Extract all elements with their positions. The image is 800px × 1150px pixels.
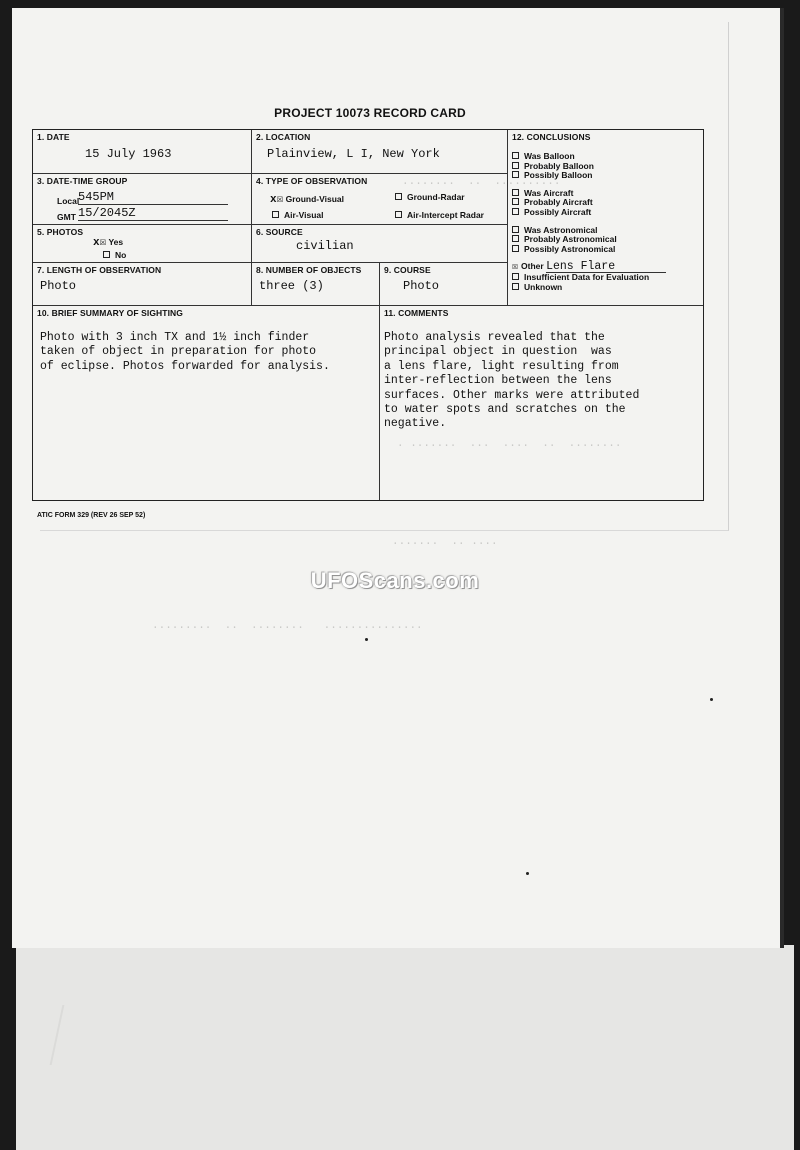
- conclusions-cell: [508, 130, 703, 306]
- record-card-sheet: ........ .. .......... . ....... ... .... .. ........ ....... .. .... ......... .. ........ ............... PROJECT 10073 RECORD CARD 1. DATE 15 July 1963 2. LOCATION Plainview, L I, New York 3. DATE-TIME GROUP Local 545PM GMT 15/2045Z 4. TYPE OF OBSERVATION x☒ Ground-Visual Ground-Radar Air-Visual Air-Intercept Radar 5. PHOTOS x☒ Yes No 6. SOURCE civilian 7. LENGTH OF OBSERVATION Photo 8. NUMBER OF OBJECTS three (3) 9. COURSE Photo 12. CONCLUSIONS Was Balloon Probably Balloon Possibly Balloon Was Aircraft Probably Aircraft Possibly Aircraft Was Astronomical Probably Astronomical Possibly Astronomical ☒ Other Lens Flare Insufficient Data for Evaluation Unknown 10. BRIEF SUMMARY OF SIGHTING Photo with 3 inch TX and 1½ inch finder taken of object in preparation for photo of eclipse. Photos forwarded for analysis. 11. COMMENTS Photo analysis revealed that the principal object in question was a lens flare, light resulting from inter-reflection between the lens surfaces. Other marks were attributed to water spots and scratches on the negative. ATIC FORM 329 (REV 26 SEP 52): [12, 8, 780, 948]
- other-check-mark: ☒: [512, 262, 519, 274]
- probably-astronomical-option: Probably Astronomical: [512, 235, 666, 245]
- other-option: ☒ Other Lens Flare: [512, 262, 666, 273]
- photos-no-option: No: [103, 250, 126, 260]
- ground-visual-option: x☒ Ground-Visual: [270, 194, 345, 206]
- location-cell: [252, 130, 508, 174]
- checkbox-icon: [512, 162, 519, 169]
- summary-text: Photo with 3 inch TX and 1½ inch finder taken of object in preparation for photo of eclipse. Photos forwarded for analysis.: [40, 331, 330, 373]
- comments-label: 11. COMMENTS: [384, 308, 449, 318]
- summary-label: 10. BRIEF SUMMARY OF SIGHTING: [37, 308, 183, 318]
- summary-cell: [33, 306, 380, 500]
- source-value: civilian: [296, 239, 354, 253]
- course-label: 9. COURSE: [384, 265, 431, 275]
- checkbox-icon: [512, 208, 519, 215]
- probably-balloon-option: Probably Balloon: [512, 162, 666, 172]
- dtg-label: 3. DATE-TIME GROUP: [37, 176, 128, 186]
- record-form: [32, 129, 704, 501]
- gmt-time-value: 15/2045Z: [78, 206, 228, 221]
- local-label: Local: [57, 196, 80, 206]
- conclusions-list: [512, 152, 666, 292]
- sheet-edge-shadow: [780, 8, 784, 948]
- checkbox-icon: [512, 245, 519, 252]
- date-time-group-cell: [33, 174, 252, 225]
- conclusions-label: 12. CONCLUSIONS: [512, 132, 591, 142]
- was-astronomical-option: Was Astronomical: [512, 226, 666, 236]
- num-objects-label: 8. NUMBER OF OBJECTS: [256, 265, 362, 275]
- photos-yes-check-mark: x☒: [93, 237, 107, 249]
- was-aircraft-option: Was Aircraft: [512, 189, 666, 199]
- checkbox-icon: [512, 273, 519, 280]
- insufficient-data-option: Insufficient Data for Evaluation: [512, 273, 666, 283]
- possibly-astronomical-option: Possibly Astronomical: [512, 245, 666, 255]
- form-id: ATIC FORM 329 (REV 26 SEP 52): [37, 512, 146, 519]
- other-value: Lens Flare: [546, 262, 666, 273]
- comments-cell: [380, 306, 703, 500]
- comments-text: Photo analysis revealed that the principal object in question was a lens flare, light resulting from inter-reflection between the lens surfaces. Other marks were attributed to water spots and scratches on the negative.: [384, 331, 640, 431]
- underlying-sheet: [16, 945, 794, 1150]
- watermark: UFOScans.com: [310, 568, 480, 593]
- number-of-objects-cell: [252, 263, 380, 306]
- card-title: PROJECT 10073 RECORD CARD: [274, 106, 466, 120]
- checkbox-icon: [512, 235, 519, 242]
- type-of-observation-cell: [252, 174, 508, 225]
- type-obs-label: 4. TYPE OF OBSERVATION: [256, 176, 368, 186]
- air-visual-option: Air-Visual: [272, 210, 324, 220]
- photos-cell: [33, 225, 252, 263]
- possibly-aircraft-option: Possibly Aircraft: [512, 208, 666, 218]
- length-value: Photo: [40, 279, 77, 293]
- length-label: 7. LENGTH OF OBSERVATION: [37, 265, 162, 275]
- source-cell: [252, 225, 508, 263]
- checkbox-icon: [272, 211, 279, 218]
- date-value: 15 July 1963: [85, 147, 172, 161]
- date-cell: [33, 130, 252, 174]
- checkbox-icon: [395, 193, 402, 200]
- course-value: Photo: [403, 279, 440, 293]
- length-cell: [33, 263, 252, 306]
- local-time-value: 545PM: [78, 190, 228, 205]
- location-value: Plainview, L I, New York: [267, 147, 440, 161]
- checkbox-icon: [512, 152, 519, 159]
- photos-yes-option: x☒ Yes: [93, 237, 124, 249]
- checkbox-icon: [395, 211, 402, 218]
- checkbox-icon: [512, 198, 519, 205]
- checkbox-icon: [512, 189, 519, 196]
- unknown-option: Unknown: [512, 283, 666, 293]
- gmt-label: GMT: [57, 212, 76, 222]
- course-cell: [380, 263, 508, 306]
- ground-radar-option: Ground-Radar: [395, 192, 465, 202]
- num-objects-value: three (3): [259, 279, 324, 293]
- checkbox-icon: [512, 226, 519, 233]
- photos-label: 5. PHOTOS: [37, 227, 84, 237]
- date-label: 1. DATE: [37, 132, 70, 142]
- source-label: 6. SOURCE: [256, 227, 303, 237]
- ground-visual-check-mark: x☒: [270, 194, 284, 206]
- possibly-balloon-option: Possibly Balloon: [512, 171, 666, 181]
- location-label: 2. LOCATION: [256, 132, 311, 142]
- was-balloon-option: Was Balloon: [512, 152, 666, 162]
- air-intercept-radar-option: Air-Intercept Radar: [395, 210, 484, 220]
- checkbox-icon: [512, 283, 519, 290]
- checkbox-icon: [103, 251, 110, 258]
- checkbox-icon: [512, 171, 519, 178]
- probably-aircraft-option: Probably Aircraft: [512, 198, 666, 208]
